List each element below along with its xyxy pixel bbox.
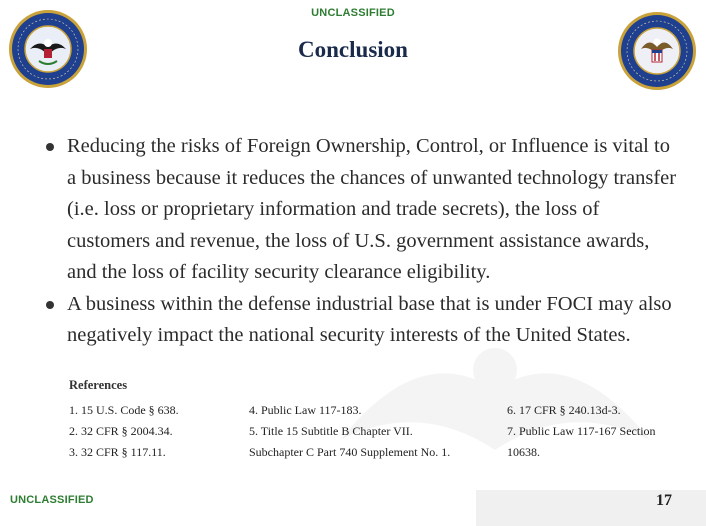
- references-column-2: [249, 400, 450, 463]
- reference-item: 7. Public Law 117-167 Section: [507, 424, 656, 438]
- classification-banner-bottom: UNCLASSIFIED: [10, 494, 94, 506]
- department-of-defense-seal-icon: [8, 9, 88, 89]
- bullet-dot: [46, 301, 54, 309]
- conclusion-bullet-list: [40, 131, 680, 352]
- dod-office-of-small-business-programs-seal-icon: [617, 11, 697, 91]
- classification-banner-top: UNCLASSIFIED: [311, 7, 395, 19]
- references-heading: References: [69, 378, 128, 392]
- reference-item: 10638.: [507, 445, 540, 459]
- references-column-1: [69, 400, 179, 463]
- page-number: 17: [656, 492, 672, 509]
- bullet-item: [40, 289, 680, 352]
- bullet-text: A business within the defense industrial base that is under FOCI may also negatively impact the national security interests of the United States.: [67, 292, 672, 346]
- bullet-dot: [46, 143, 54, 151]
- reference-item: 5. Title 15 Subtitle B Chapter VII.: [249, 424, 413, 438]
- reference-item: 1. 15 U.S. Code § 638.: [69, 403, 179, 417]
- references-column-3: [507, 400, 656, 463]
- bullet-text: Reducing the risks of Foreign Ownership, Control, or Influence is vital to a business because it reduces the chances of unwanted technology transfer (i.e. loss or proprietary information and trade secrets), the loss of customers and revenue, the loss of U.S. government assistance awards, and the loss of facility security clearance eligibility.: [67, 135, 677, 283]
- reference-item: 2. 32 CFR § 2004.34.: [69, 424, 173, 438]
- reference-item: Subchapter C Part 740 Supplement No. 1.: [249, 445, 451, 459]
- reference-item: 6. 17 CFR § 240.13d-3.: [507, 403, 621, 417]
- reference-item: 4. Public Law 117-183.: [249, 403, 362, 417]
- page-title: Conclusion: [298, 37, 408, 62]
- references-section: [69, 378, 127, 395]
- reference-item: 3. 32 CFR § 117.11.: [69, 445, 166, 459]
- bullet-item: [40, 131, 680, 289]
